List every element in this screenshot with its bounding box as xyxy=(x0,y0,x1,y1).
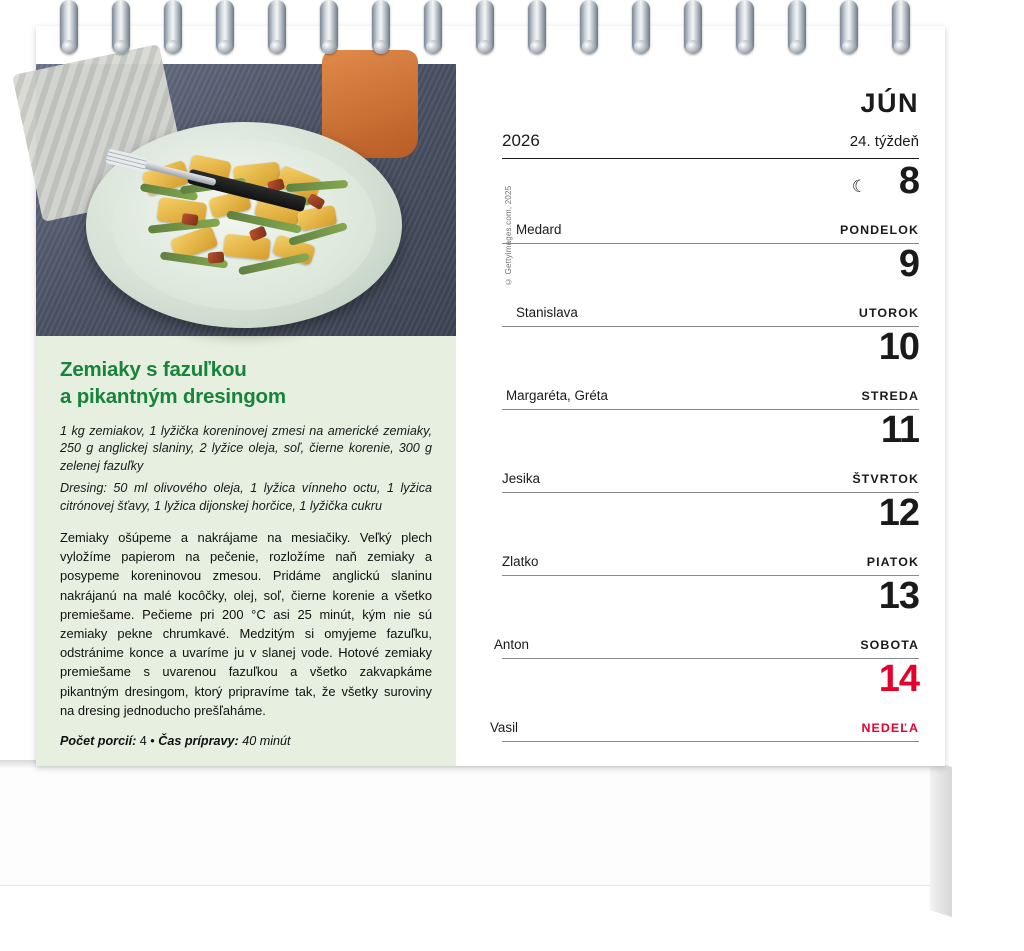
year-week-row xyxy=(502,131,919,159)
stand-front-panel xyxy=(0,760,940,886)
calendar-page xyxy=(456,64,945,766)
name-day-label: Medard xyxy=(516,222,562,237)
month-label: JÚN xyxy=(860,88,919,118)
name-day-label: Jesika xyxy=(502,471,540,486)
weekday-label: STREDA xyxy=(861,389,919,403)
photo-credit: © Gettyimages.com, 2025 xyxy=(504,185,513,286)
day-row[interactable] xyxy=(502,493,919,576)
binding-ring xyxy=(736,0,754,54)
binding-ring xyxy=(632,0,650,54)
weekday-label: ŠTVRTOK xyxy=(852,472,919,486)
binding-ring xyxy=(216,0,234,54)
binding-ring xyxy=(528,0,546,54)
binding-ring xyxy=(684,0,702,54)
year-label: 2026 xyxy=(502,131,540,150)
recipe-title-line-1: Zemiaky s fazuľkou xyxy=(60,358,247,381)
day-row[interactable] xyxy=(502,410,919,493)
name-day-label: Anton xyxy=(494,637,529,652)
portions-label: Počet porcií: xyxy=(60,734,137,749)
meta-separator: • xyxy=(150,734,155,749)
binding-ring xyxy=(580,0,598,54)
day-row[interactable] xyxy=(502,161,919,244)
weekday-label: NEDEĽA xyxy=(861,721,919,735)
prep-time-value: 40 minút xyxy=(242,734,291,749)
recipe-title xyxy=(60,356,432,411)
day-row[interactable] xyxy=(502,327,919,410)
binding-ring xyxy=(892,0,910,54)
day-number: 14 xyxy=(878,658,919,700)
day-number: 9 xyxy=(898,243,919,285)
recipe-dressing-ingredients: Dresing: 50 ml olivového oleja, 1 lyžica vínneho octu, 1 lyžica citrónovej šťavy, 1 lyžica dijonskej horčice, 1 lyžička cukru xyxy=(60,481,432,513)
binding-ring xyxy=(788,0,806,54)
binding-ring xyxy=(424,0,442,54)
name-day-label: Margaréta, Gréta xyxy=(506,388,608,403)
weekday-label: UTOROK xyxy=(858,306,919,320)
moon-phase-icon: ☾ xyxy=(851,177,867,196)
potato-green-bean-salad-photo xyxy=(36,64,456,336)
prep-time-label: Čas prípravy: xyxy=(158,734,239,749)
day-row[interactable] xyxy=(502,244,919,327)
weekday-label: PONDELOK xyxy=(839,223,919,237)
binding-ring xyxy=(164,0,182,54)
photo-plate xyxy=(86,122,402,328)
day-number: 10 xyxy=(878,326,919,368)
day-row[interactable] xyxy=(490,658,919,742)
name-day-label: Stanislava xyxy=(516,305,578,320)
recipe-ingredients: 1 kg zemiakov, 1 lyžička koreninovej zmesi na americké zemiaky, 250 g anglickej slaniny, 2 lyžice oleja, soľ, čierne korenie, 300 g zelenej fazuľky xyxy=(60,423,432,474)
day-row[interactable] xyxy=(494,575,919,659)
recipe-text-block xyxy=(36,336,456,758)
day-number: 12 xyxy=(878,492,919,534)
binding-ring xyxy=(372,0,390,54)
binding-ring xyxy=(840,0,858,54)
day-number: 13 xyxy=(878,575,919,617)
recipe-instructions: Zemiaky ošúpeme a nakrájame na mesiačiky. Veľký plech vyložíme papierom na pečenie, rozložíme naň zemiaky a posypeme koreninovou zmesou. Pridáme anglickú slaninu nakrájanú na malé kocôčky, olej, soľ, čierne korenie a všetko premiešame. Pečieme pri 200 °C asi 25 minút, kým nie sú zemiaky pekne chrumkavé. Medzitým si omyjeme fazuľku, odstránime konce a uvaríme ju v slanej vode. Hotové zemiaky premiešame s uvarenou fazuľkou a všetko zakvapkáme pikantným dresingom, ktorý pripravíme tak, že všetky suroviny na dresing jednoducho prešľaháme. xyxy=(60,529,432,718)
name-day-label: Vasil xyxy=(490,720,519,735)
binding-ring xyxy=(476,0,494,54)
day-number: 11 xyxy=(880,409,919,451)
wire-binding xyxy=(60,0,990,62)
calendar-stand xyxy=(0,760,1024,951)
recipe-meta xyxy=(60,734,432,748)
day-number: 8 xyxy=(898,160,919,202)
weekday-label: PIATOK xyxy=(866,555,919,569)
portions-value: 4 xyxy=(139,734,147,749)
stand-side-panel xyxy=(930,760,952,917)
week-number-label: 24. týždeň xyxy=(849,133,919,150)
binding-ring xyxy=(112,0,130,54)
weekday-label: SOBOTA xyxy=(860,638,919,652)
calendar-card xyxy=(36,26,945,766)
recipe-title-line-2: a pikantným dresingom xyxy=(60,385,286,409)
name-day-label: Zlatko xyxy=(502,554,539,569)
binding-ring xyxy=(320,0,338,54)
binding-ring xyxy=(60,0,78,54)
binding-ring xyxy=(268,0,286,54)
